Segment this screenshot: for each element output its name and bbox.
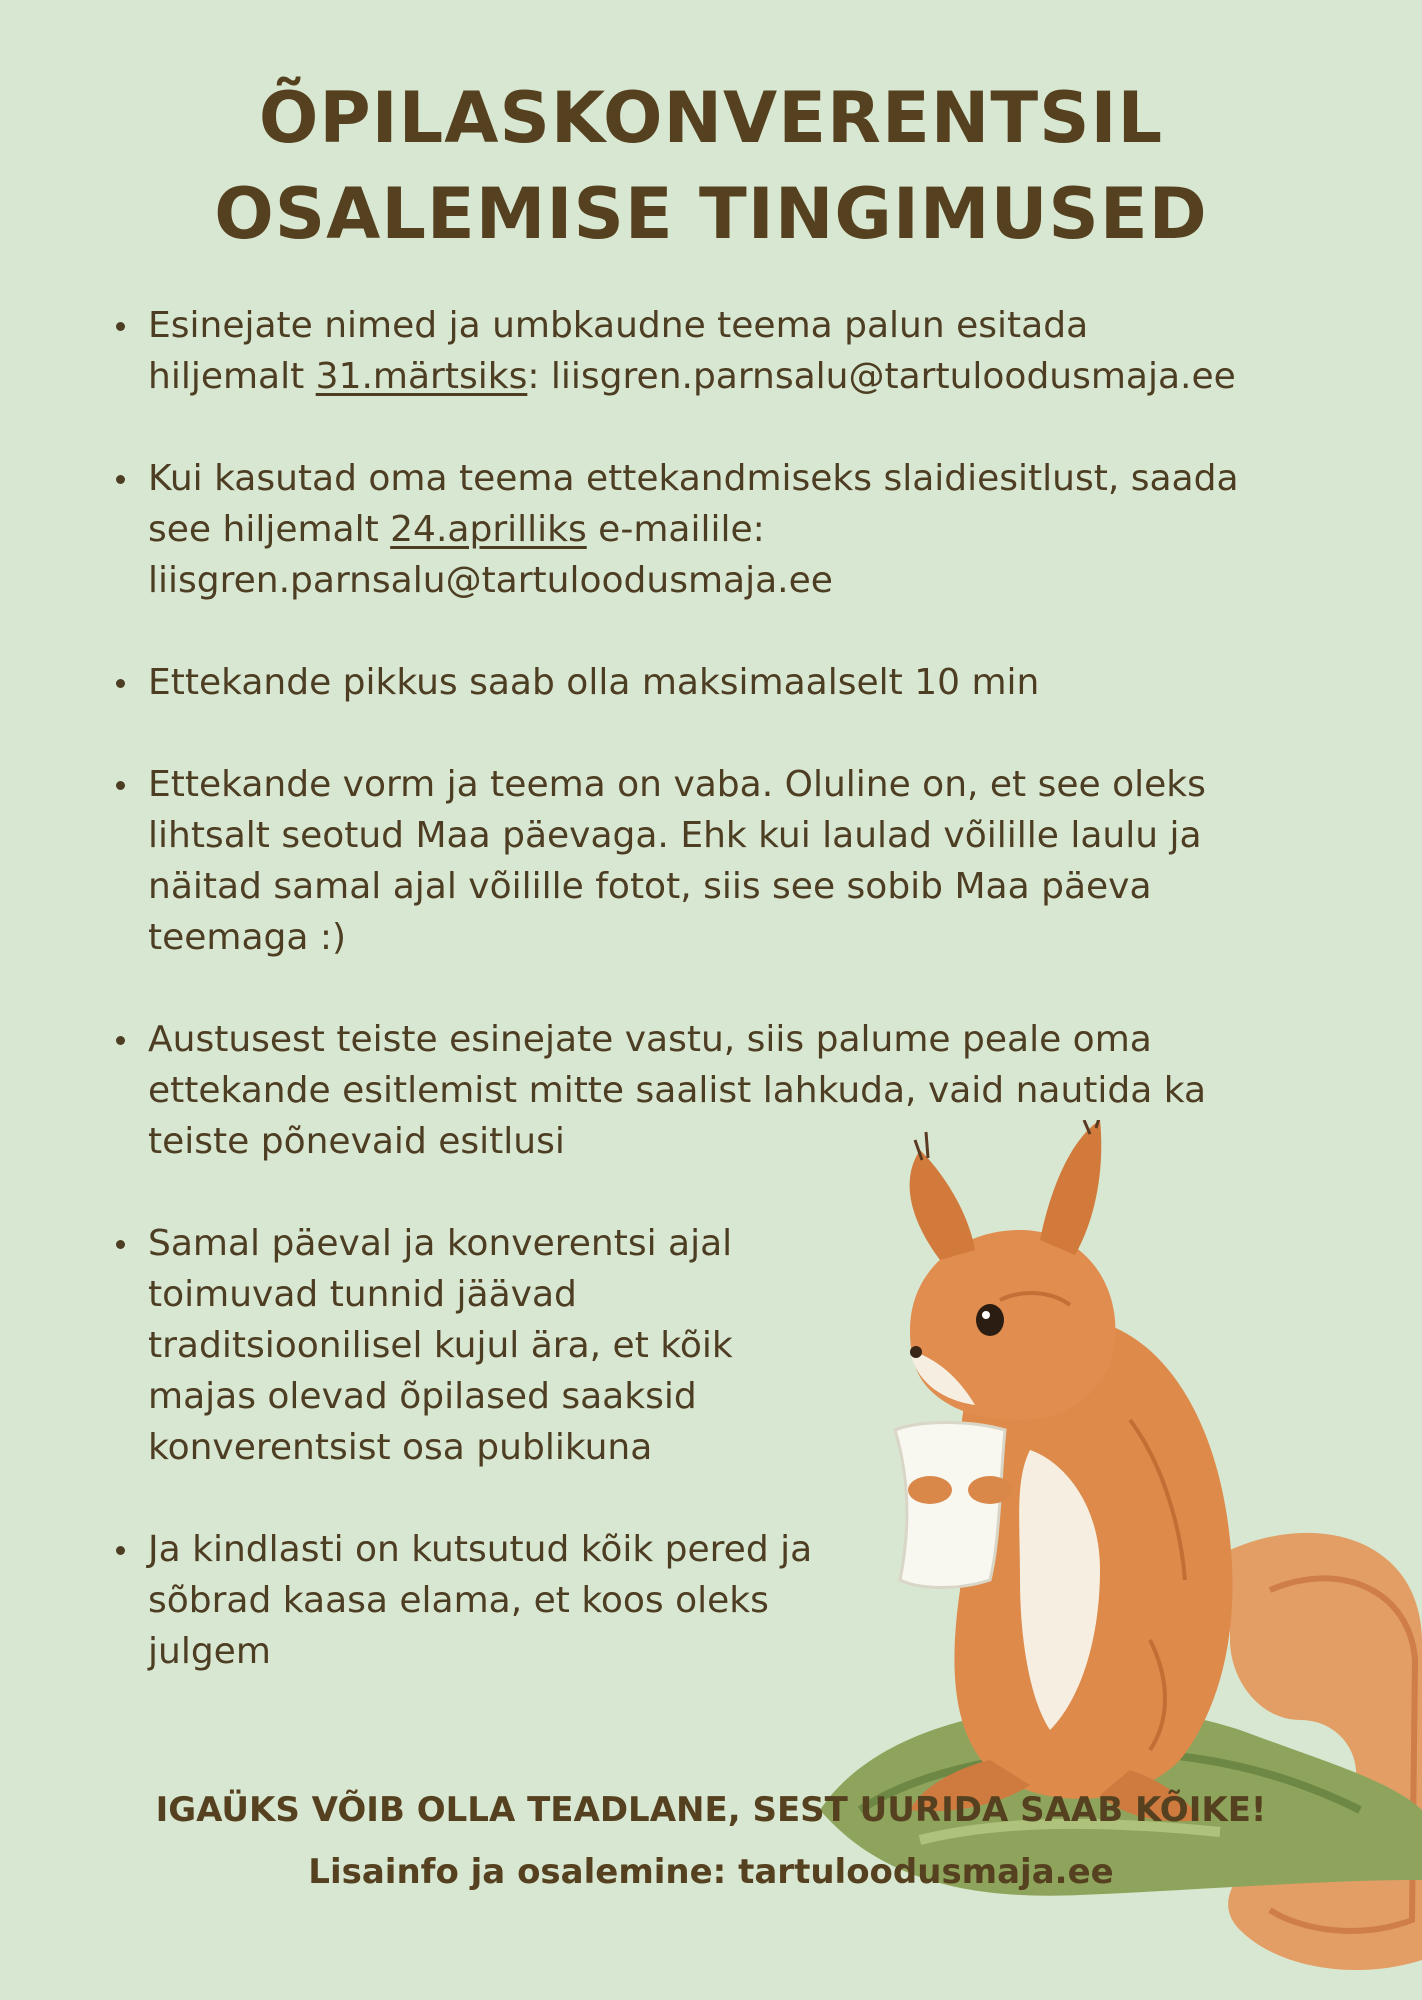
rule-text: Samal päeval ja konverentsi ajal bbox=[148, 1223, 733, 1264]
rule-line bbox=[148, 657, 1360, 708]
rule-line bbox=[148, 555, 1360, 606]
rule-text: liisgren.parnsalu@tartuloodusmaja.ee bbox=[148, 560, 833, 601]
rule-text: : liisgren.parnsalu@tartuloodusmaja.ee bbox=[527, 356, 1236, 397]
rule-item bbox=[110, 759, 1360, 963]
rule-line bbox=[148, 1014, 1360, 1065]
rule-item bbox=[110, 657, 1360, 708]
page-title-line-2: OSALEMISE TINGIMUSED bbox=[214, 173, 1208, 255]
rule-text: ettekande esitlemist mitte saalist lahkuda, vaid nautida ka bbox=[148, 1070, 1207, 1111]
rule-text: näitad samal ajal võilille fotot, siis see sobib Maa päeva bbox=[148, 866, 1152, 907]
deadline-date: 24.aprilliks bbox=[390, 509, 587, 550]
rule-line bbox=[148, 861, 1360, 912]
rule-text: see hiljemalt bbox=[148, 509, 391, 550]
rule-text: toimuvad tunnid jäävad bbox=[148, 1274, 577, 1315]
rule-line bbox=[148, 810, 1360, 861]
rule-line bbox=[148, 504, 1360, 555]
rule-text: hiljemalt bbox=[148, 356, 316, 397]
page-title bbox=[0, 70, 1422, 262]
rule-text: majas olevad õpilased saaksid bbox=[148, 1376, 697, 1417]
rule-text: Ettekande vorm ja teema on vaba. Oluline on, et see oleks bbox=[148, 764, 1206, 805]
rule-text: Ettekande pikkus saab olla maksimaalselt 10 min bbox=[148, 662, 1040, 703]
rule-text: julgem bbox=[148, 1631, 271, 1672]
footer-info: Lisainfo ja osalemine: tartuloodusmaja.ee bbox=[308, 1852, 1114, 1892]
rule-item bbox=[110, 300, 1360, 402]
rule-text: Kui kasutad oma teema ettekandmiseks slaidiesitlust, saada bbox=[148, 458, 1239, 499]
rule-text: konverentsist osa publikuna bbox=[148, 1427, 653, 1468]
rule-text: Ja kindlasti on kutsutud kõik pered ja bbox=[148, 1529, 813, 1570]
rule-text: Esinejate nimed ja umbkaudne teema palun esitada bbox=[148, 305, 1089, 346]
rule-text: traditsioonilisel kujul ära, et kõik bbox=[148, 1325, 733, 1366]
rule-text: sõbrad kaasa elama, et koos oleks bbox=[148, 1580, 769, 1621]
rule-line bbox=[148, 300, 1360, 351]
rule-line bbox=[148, 912, 1360, 963]
rule-text: teiste põnevaid esitlusi bbox=[148, 1121, 565, 1162]
rule-text: Austusest teiste esinejate vastu, siis palume peale oma bbox=[148, 1019, 1152, 1060]
rule-text: lihtsalt seotud Maa päevaga. Ehk kui laulad võilille laulu ja bbox=[148, 815, 1202, 856]
deadline-date: 31.märtsiks bbox=[315, 356, 528, 397]
rule-text: e-mailile: bbox=[586, 509, 765, 550]
rule-line bbox=[148, 1065, 1360, 1116]
page-title-line-1: ÕPILASKONVERENTSIL bbox=[258, 77, 1164, 159]
rule-text: teemaga :) bbox=[148, 917, 347, 958]
rule-line bbox=[148, 453, 1360, 504]
rule-item bbox=[110, 453, 1360, 606]
footer-slogan: IGAÜKS VÕIB OLLA TEADLANE, SEST UURIDA SAAB KÕIKE! bbox=[155, 1790, 1267, 1830]
rule-line bbox=[148, 351, 1360, 402]
rule-line bbox=[148, 759, 1360, 810]
